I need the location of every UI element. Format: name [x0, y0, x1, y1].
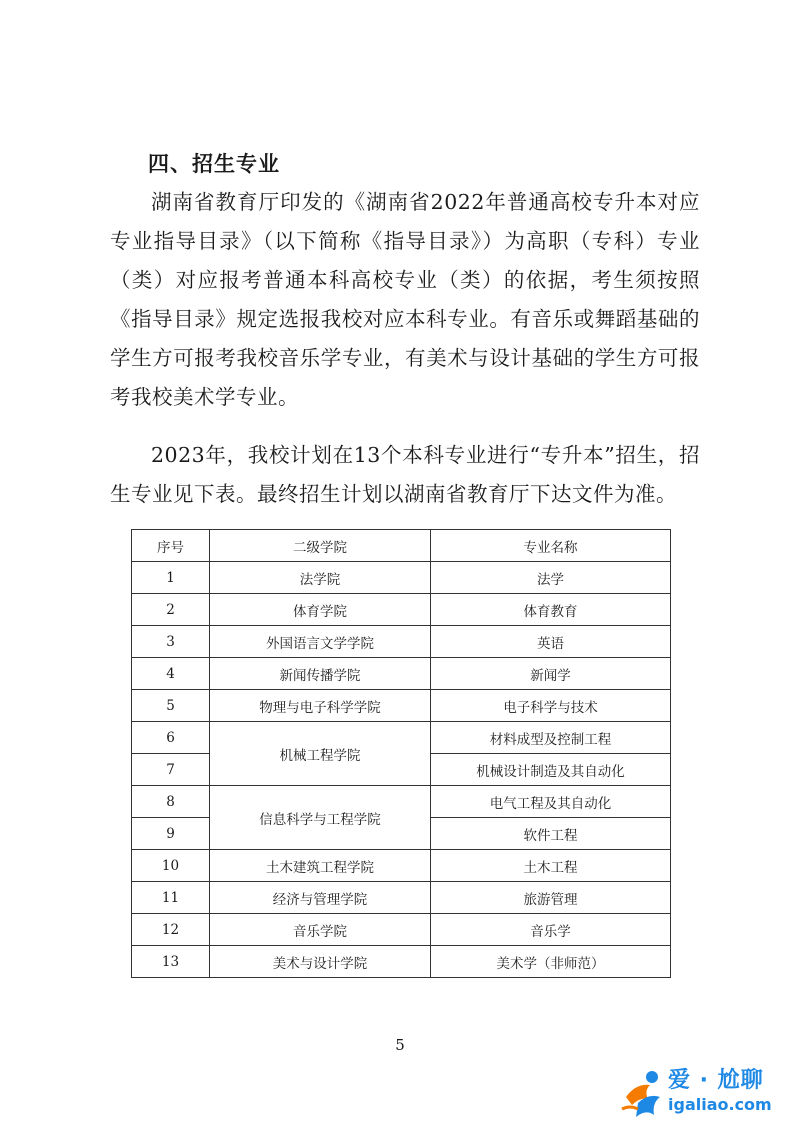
table-row	[132, 850, 671, 882]
cell-college: 音乐学院	[210, 914, 431, 946]
cell-major: 体育教育	[431, 594, 671, 626]
cell-college: 法学院	[210, 562, 431, 594]
site-watermark	[618, 1061, 788, 1123]
header-no: 序号	[132, 530, 210, 562]
table-row	[132, 786, 671, 818]
table-row	[132, 882, 671, 914]
cell-no: 3	[132, 626, 210, 658]
table-row	[132, 562, 671, 594]
cell-major: 音乐学	[431, 914, 671, 946]
cell-no: 11	[132, 882, 210, 914]
cell-no: 2	[132, 594, 210, 626]
table-row	[132, 914, 671, 946]
cell-college: 新闻传播学院	[210, 658, 431, 690]
paragraph-policy: 湖南省教育厅印发的《湖南省2022年普通高校专升本对应专业指导目录》（以下简称《指导目录》）为高职（专科）专业（类）对应报考普通本科高校专业（类）的依据，考生须按照《指导目录》规定选报我校对应本科专业。有音乐或舞蹈基础的学生方可报考我校音乐学专业，有美术与设计基础的学生方可报考我校美术学专业。	[110, 190, 700, 409]
table-header-row	[132, 530, 671, 562]
cell-no: 8	[132, 786, 210, 818]
cell-major: 英语	[431, 626, 671, 658]
cell-major: 旅游管理	[431, 882, 671, 914]
cell-major: 美术学（非师范）	[431, 946, 671, 978]
cell-no: 12	[132, 914, 210, 946]
watermark-title: 爱 · 尬聊	[668, 1068, 764, 1093]
paragraph-plan: 2023年，我校计划在13个本科专业进行“专升本”招生，招生专业见下表。最终招生计划以湖南省教育厅下达文件为准。	[110, 443, 700, 506]
table-row	[132, 946, 671, 978]
cell-no: 9	[132, 818, 210, 850]
cell-college: 外国语言文学学院	[210, 626, 431, 658]
cell-college: 信息科学与工程学院	[210, 786, 431, 850]
cell-major: 电子科学与技术	[431, 690, 671, 722]
cell-college: 土木建筑工程学院	[210, 850, 431, 882]
cell-major: 法学	[431, 562, 671, 594]
cell-college: 经济与管理学院	[210, 882, 431, 914]
table-row	[132, 690, 671, 722]
watermark-url: igaliao.com	[668, 1095, 772, 1114]
table-row	[132, 594, 671, 626]
cell-college: 体育学院	[210, 594, 431, 626]
majors-table	[131, 529, 671, 978]
cell-major: 土木工程	[431, 850, 671, 882]
cell-college: 机械工程学院	[210, 722, 431, 786]
cell-major: 新闻学	[431, 658, 671, 690]
cell-major: 材料成型及控制工程	[431, 722, 671, 754]
cell-no: 5	[132, 690, 210, 722]
cell-no: 4	[132, 658, 210, 690]
cell-no: 10	[132, 850, 210, 882]
cell-major: 机械设计制造及其自动化	[431, 754, 671, 786]
table-row	[132, 658, 671, 690]
page-number: 5	[395, 1036, 405, 1054]
header-college: 二级学院	[210, 530, 431, 562]
table-row	[132, 626, 671, 658]
cell-college: 物理与电子科学学院	[210, 690, 431, 722]
header-major: 专业名称	[431, 530, 671, 562]
cell-college: 美术与设计学院	[210, 946, 431, 978]
cell-no: 7	[132, 754, 210, 786]
table-row	[132, 722, 671, 754]
cell-no: 1	[132, 562, 210, 594]
section-heading: 四、招生专业	[148, 152, 280, 176]
cell-no: 6	[132, 722, 210, 754]
cell-major: 软件工程	[431, 818, 671, 850]
runner-logo-icon	[618, 1063, 668, 1121]
cell-no: 13	[132, 946, 210, 978]
cell-major: 电气工程及其自动化	[431, 786, 671, 818]
